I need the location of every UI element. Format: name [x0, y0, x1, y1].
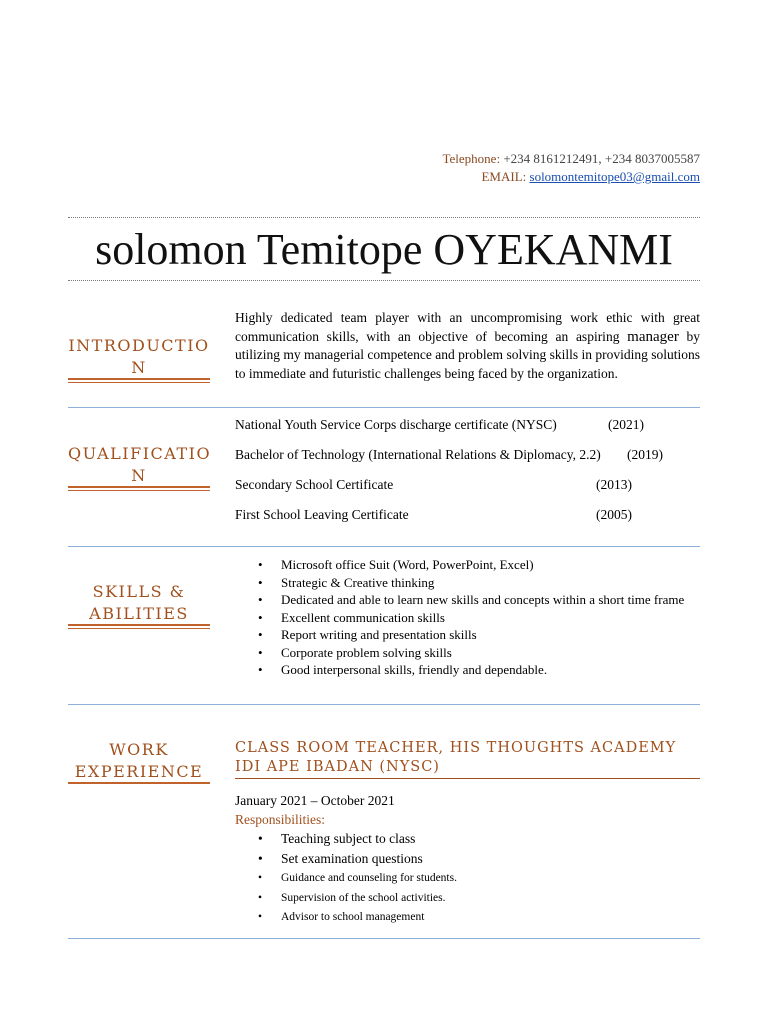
- qualification-year: (2005): [596, 507, 632, 522]
- qualification-item: National Youth Service Corps discharge certificate (NYSC): [235, 417, 557, 432]
- responsibility-item: • Teaching subject to class: [258, 829, 688, 849]
- introduction-text-part1: Highly dedicated team player with an uncompromising work ethic with great communication skills, with an objective of becoming an aspiring: [235, 310, 700, 344]
- telephone-label: Telephone:: [442, 151, 501, 166]
- qualification-year: (2013): [596, 477, 632, 492]
- introduction-heading: [68, 335, 210, 379]
- responsibility-item: • Supervision of the school activities.: [258, 889, 688, 909]
- email-link[interactable]: solomontemitope03@gmail.com: [529, 169, 700, 184]
- email-line: [443, 168, 701, 186]
- telephone-value: +234 8161212491, +234 8037005587: [503, 151, 700, 166]
- section-divider: [68, 546, 700, 547]
- qualification-year: (2019): [627, 447, 663, 462]
- skill-item: • Dedicated and able to learn new skills and concepts within a short time frame: [258, 591, 688, 609]
- work-heading-line2: EXPERIENCE: [74, 762, 204, 781]
- job-title: CLASS ROOM TEACHER, HIS THOUGHTS ACADEMY IDI APE IBADAN (NYSC): [235, 740, 677, 775]
- skill-item: • Good interpersonal skills, friendly and dependable.: [258, 661, 688, 679]
- name-bottom-divider: [68, 280, 700, 281]
- section-divider: [68, 407, 700, 408]
- telephone-line: [443, 150, 701, 168]
- skills-list: [258, 556, 688, 679]
- introduction-heading-line2: N: [131, 358, 147, 377]
- section-divider: [68, 938, 700, 939]
- work-heading-underline: [68, 782, 210, 785]
- introduction-heading-underline: [68, 378, 210, 383]
- introduction-text: [235, 309, 700, 383]
- responsibilities-label: Responsibilities:: [235, 812, 326, 827]
- qualification-heading-line1: QUALIFICATIO: [68, 444, 212, 463]
- skills-heading-line1: SKILLS &: [92, 582, 186, 601]
- skills-heading-line2: ABILITIES: [89, 604, 189, 623]
- qualification-item: First School Leaving Certificate: [235, 507, 409, 522]
- work-heading-line1: WORK: [109, 740, 169, 759]
- qualification-year: (2021): [608, 417, 644, 432]
- qualification-heading-line2: N: [131, 466, 147, 485]
- introduction-heading-line1: INTRODUCTIO: [68, 336, 210, 355]
- qualification-heading: [68, 443, 210, 487]
- work-heading: [68, 739, 210, 783]
- skills-heading: [68, 581, 210, 625]
- qualification-item: Bachelor of Technology (International Relations & Diplomacy, 2.2): [235, 447, 601, 462]
- qualification-heading-underline: [68, 486, 210, 491]
- skill-item: • Strategic & Creative thinking: [258, 574, 688, 592]
- responsibility-item: • Set examination questions: [258, 849, 688, 869]
- skills-heading-underline: [68, 624, 210, 629]
- job-title-underline: [235, 778, 700, 779]
- introduction-text-emphasis: manager: [627, 328, 679, 345]
- email-label: EMAIL:: [481, 169, 527, 184]
- candidate-name: solomon Temitope OYEKANMI: [95, 225, 673, 274]
- section-divider: [68, 704, 700, 705]
- responsibility-item: • Advisor to school management: [258, 908, 688, 928]
- job-dates: January 2021 – October 2021: [235, 793, 395, 808]
- skill-item: • Microsoft office Suit (Word, PowerPoint, Excel): [258, 556, 688, 574]
- responsibility-item: • Guidance and counseling for students.: [258, 869, 688, 889]
- skill-item: • Corporate problem solving skills: [258, 644, 688, 662]
- name-top-divider: [68, 217, 700, 218]
- skill-item: • Excellent communication skills: [258, 609, 688, 627]
- skill-item: • Report writing and presentation skills: [258, 626, 688, 644]
- introduction-text-part2: by utilizing my managerial competence and problem solving skills in providing solutions to immediate and futuristic challenges being faced by the organization.: [235, 328, 701, 381]
- contact-block: [443, 150, 701, 186]
- qualification-item: Secondary School Certificate: [235, 477, 394, 492]
- responsibilities-list: [258, 829, 688, 928]
